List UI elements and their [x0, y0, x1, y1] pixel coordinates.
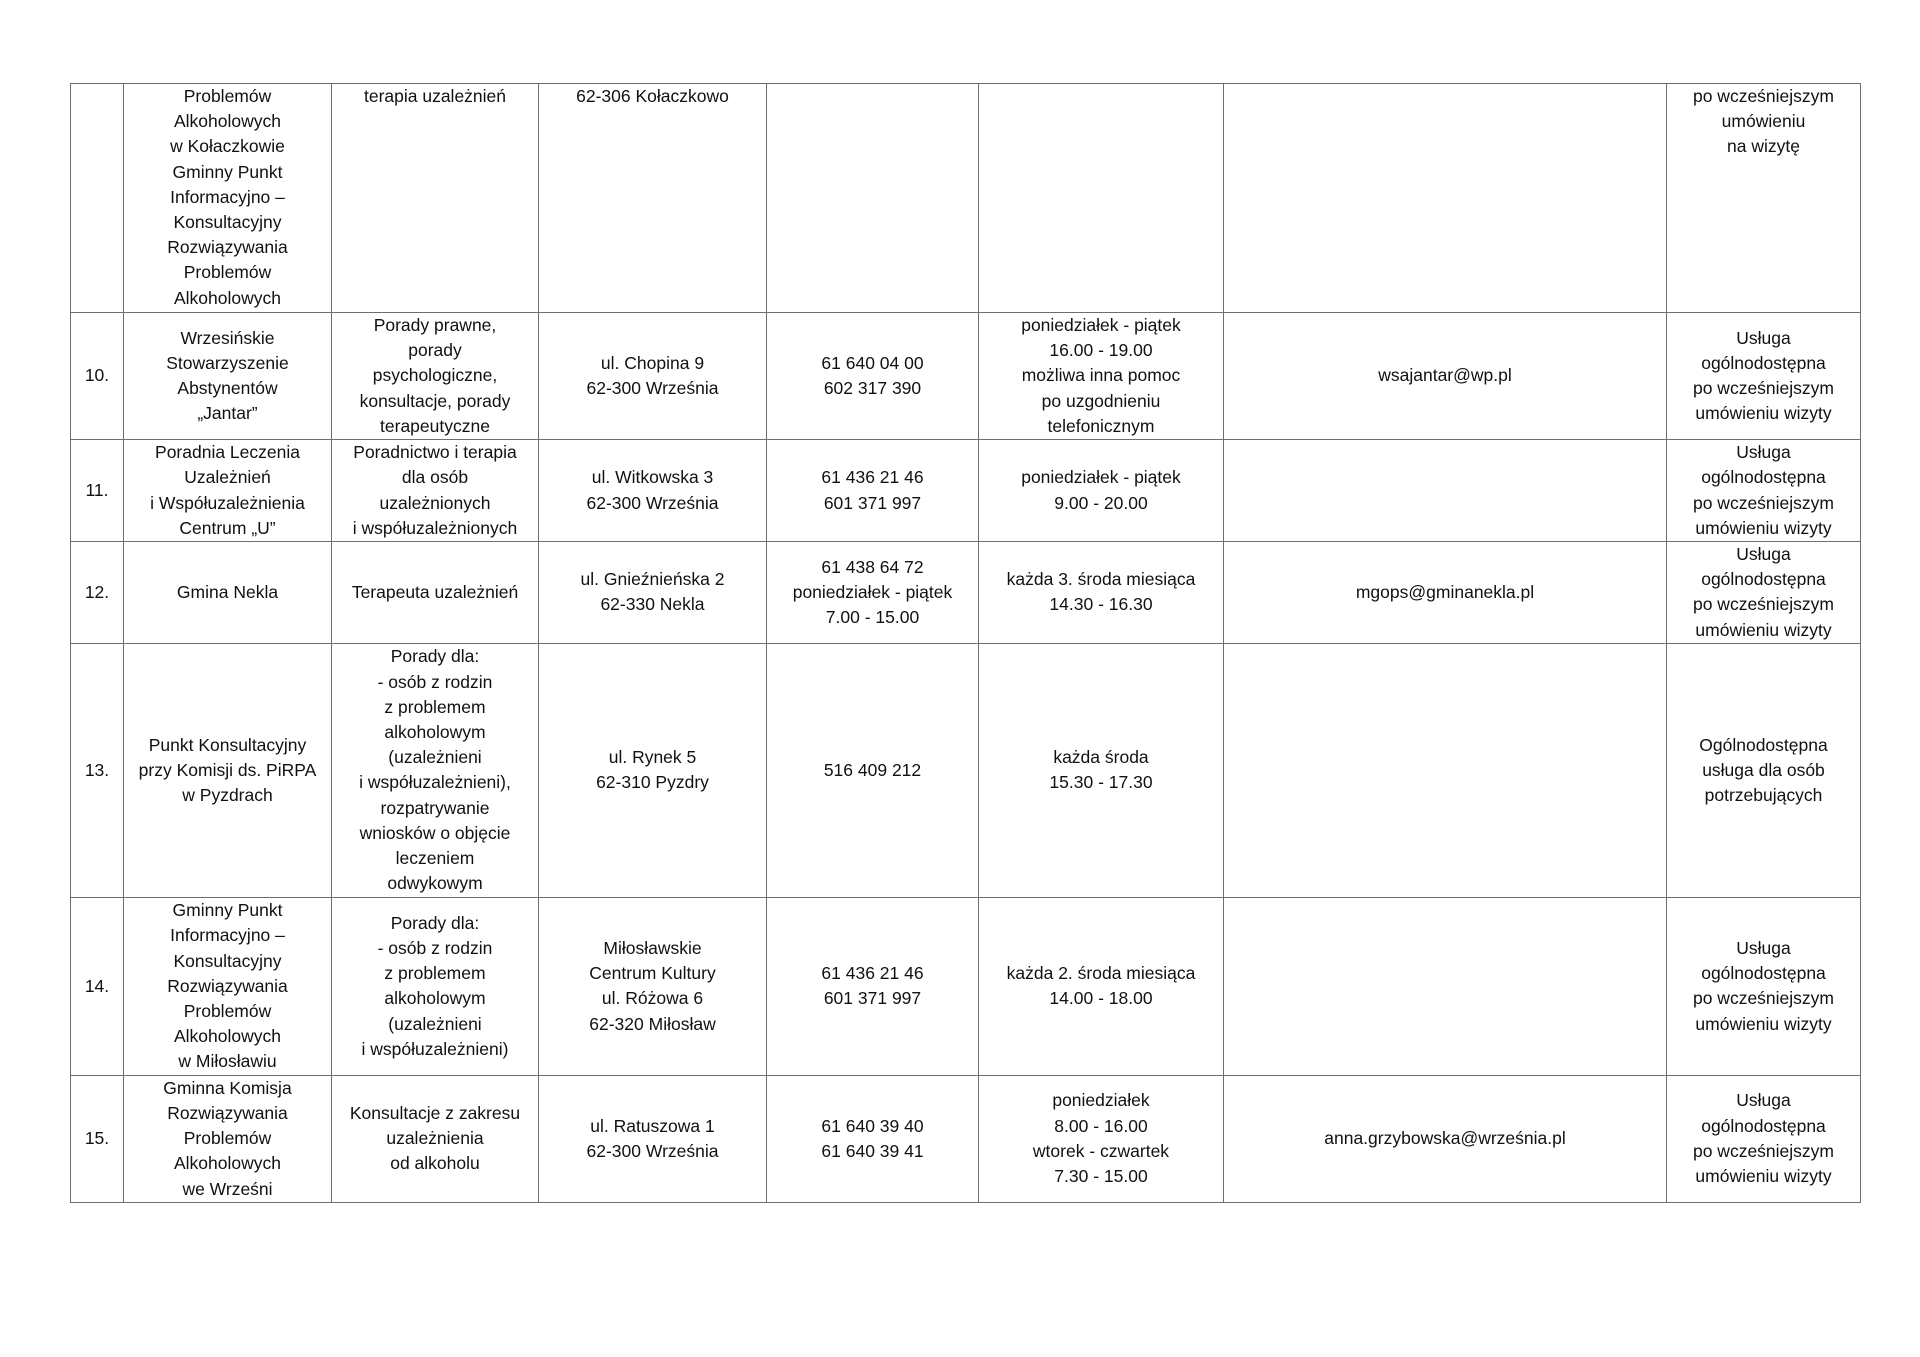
table-row	[71, 313, 1861, 440]
services-description: Poradnictwo i terapia dla osób uzależnionych i współuzależnionych	[332, 440, 539, 542]
phone	[767, 84, 979, 313]
institution-name: Gminna Komisja Rozwiązywania Problemów Alkoholowych we Wrześni	[124, 1075, 332, 1202]
phone: 61 640 04 00 602 317 390	[767, 313, 979, 440]
address: ul. Witkowska 3 62-300 Września	[539, 440, 767, 542]
phone: 516 409 212	[767, 643, 979, 897]
institution-name: Gmina Nekla	[124, 542, 332, 644]
opening-hours: każda środa 15.30 - 17.30	[979, 643, 1224, 897]
phone: 61 640 39 40 61 640 39 41	[767, 1075, 979, 1202]
phone: 61 436 21 46 601 371 997	[767, 897, 979, 1075]
services-description: Terapeuta uzależnień	[332, 542, 539, 644]
services-table	[70, 83, 1861, 1203]
opening-hours	[979, 84, 1224, 313]
table-row	[71, 1075, 1861, 1202]
services-description: Porady dla: - osób z rodzin z problemem alkoholowym (uzależnieni i współuzależnieni), rozpatrywanie wniosków o objęcie leczeniem odwykowym	[332, 643, 539, 897]
row-number: 10.	[71, 313, 124, 440]
row-number	[71, 84, 124, 313]
address: Miłosławskie Centrum Kultury ul. Różowa 6 62-320 Miłosław	[539, 897, 767, 1075]
access-info: Usługa ogólnodostępna po wcześniejszym umówieniu wizyty	[1667, 313, 1861, 440]
opening-hours: poniedziałek 8.00 - 16.00 wtorek - czwartek 7.30 - 15.00	[979, 1075, 1224, 1202]
table-row	[71, 643, 1861, 897]
access-info: Usługa ogólnodostępna po wcześniejszym umówieniu wizyty	[1667, 1075, 1861, 1202]
opening-hours: każda 3. środa miesiąca 14.30 - 16.30	[979, 542, 1224, 644]
opening-hours: każda 2. środa miesiąca 14.00 - 18.00	[979, 897, 1224, 1075]
table-row	[71, 897, 1861, 1075]
opening-hours: poniedziałek - piątek 9.00 - 20.00	[979, 440, 1224, 542]
institution-name: Punkt Konsultacyjny przy Komisji ds. PiRPA w Pyzdrach	[124, 643, 332, 897]
email: mgops@gminanekla.pl	[1224, 542, 1667, 644]
row-number: 12.	[71, 542, 124, 644]
table-row	[71, 84, 1861, 313]
email	[1224, 84, 1667, 313]
email: wsajantar@wp.pl	[1224, 313, 1667, 440]
access-info: Usługa ogólnodostępna po wcześniejszym umówieniu wizyty	[1667, 897, 1861, 1075]
email	[1224, 440, 1667, 542]
phone: 61 436 21 46 601 371 997	[767, 440, 979, 542]
services-description: Konsultacje z zakresu uzależnienia od alkoholu	[332, 1075, 539, 1202]
email	[1224, 643, 1667, 897]
institution-name: Wrzesińskie Stowarzyszenie Abstynentów „Jantar”	[124, 313, 332, 440]
services-description: terapia uzależnień	[332, 84, 539, 313]
institution-name: Poradnia Leczenia Uzależnień i Współuzależnienia Centrum „U”	[124, 440, 332, 542]
address: 62-306 Kołaczkowo	[539, 84, 767, 313]
address: ul. Chopina 9 62-300 Września	[539, 313, 767, 440]
opening-hours: poniedziałek - piątek 16.00 - 19.00 możliwa inna pomoc po uzgodnieniu telefonicznym	[979, 313, 1224, 440]
institution-name: Gminny Punkt Informacyjno – Konsultacyjny Rozwiązywania Problemów Alkoholowych w Miłosławiu	[124, 897, 332, 1075]
institution-name: Problemów Alkoholowych w Kołaczkowie Gminny Punkt Informacyjno – Konsultacyjny Rozwiązywania Problemów Alkoholowych	[124, 84, 332, 313]
address: ul. Ratuszowa 1 62-300 Września	[539, 1075, 767, 1202]
email: anna.grzybowska@września.pl	[1224, 1075, 1667, 1202]
access-info: Usługa ogólnodostępna po wcześniejszym umówieniu wizyty	[1667, 440, 1861, 542]
services-description: Porady prawne, porady psychologiczne, konsultacje, porady terapeutyczne	[332, 313, 539, 440]
phone: 61 438 64 72 poniedziałek - piątek 7.00 - 15.00	[767, 542, 979, 644]
row-number: 13.	[71, 643, 124, 897]
table-row	[71, 542, 1861, 644]
row-number: 14.	[71, 897, 124, 1075]
table-row	[71, 440, 1861, 542]
address: ul. Gnieźnieńska 2 62-330 Nekla	[539, 542, 767, 644]
email	[1224, 897, 1667, 1075]
row-number: 15.	[71, 1075, 124, 1202]
access-info: Usługa ogólnodostępna po wcześniejszym umówieniu wizyty	[1667, 542, 1861, 644]
row-number: 11.	[71, 440, 124, 542]
access-info: po wcześniejszym umówieniu na wizytę	[1667, 84, 1861, 313]
address: ul. Rynek 5 62-310 Pyzdry	[539, 643, 767, 897]
access-info: Ogólnodostępna usługa dla osób potrzebujących	[1667, 643, 1861, 897]
services-description: Porady dla: - osób z rodzin z problemem alkoholowym (uzależnieni i współuzależnieni)	[332, 897, 539, 1075]
